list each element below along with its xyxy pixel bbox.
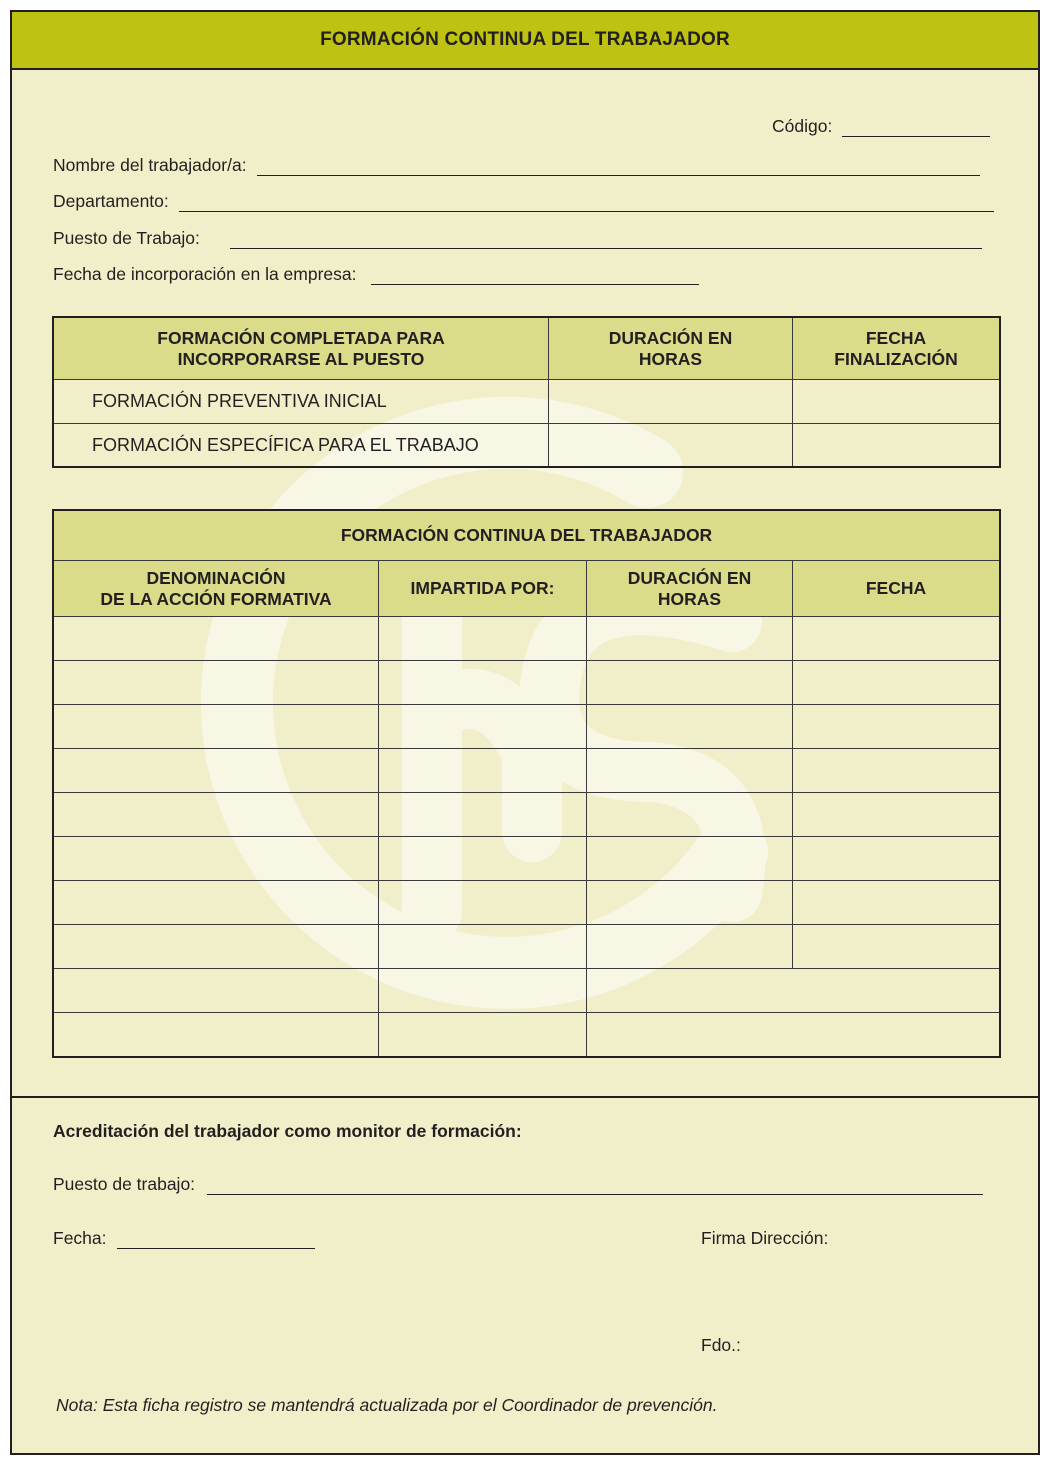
initial-training-table (53, 317, 1000, 467)
cell[interactable] (587, 793, 793, 837)
table-row (54, 617, 1000, 661)
continuous-training-title: FORMACIÓN CONTINUA DEL TRABAJADOR (54, 511, 1000, 561)
cell[interactable] (379, 925, 587, 969)
fecha-incorporacion-field[interactable] (53, 264, 699, 285)
header-fecha-finalizacion: FECHA FINALIZACIÓN (793, 318, 1000, 380)
cell[interactable] (587, 925, 793, 969)
cell[interactable] (587, 617, 793, 661)
departamento-label: Departamento: (53, 191, 169, 211)
table-row (54, 837, 1000, 881)
cell[interactable] (587, 837, 793, 881)
cell[interactable] (793, 749, 1000, 793)
accreditation-puesto-field[interactable] (53, 1174, 983, 1195)
accreditation-fecha-line[interactable] (117, 1234, 315, 1249)
cell[interactable] (54, 881, 379, 925)
cell[interactable] (793, 661, 1000, 705)
cell[interactable] (587, 969, 1000, 1013)
cell[interactable] (587, 1013, 1000, 1057)
nombre-label: Nombre del trabajador/a: (53, 155, 247, 175)
table-row (54, 661, 1000, 705)
cell[interactable] (587, 705, 793, 749)
footer-note: Nota: Esta ficha registro se mantendrá actualizada por el Coordinador de prevención. (56, 1395, 718, 1415)
accreditation-puesto-line[interactable] (207, 1180, 983, 1195)
cell[interactable] (54, 969, 379, 1013)
cell[interactable] (587, 749, 793, 793)
cell-preventiva-duracion[interactable] (549, 380, 793, 424)
cell[interactable] (54, 925, 379, 969)
cell[interactable] (587, 881, 793, 925)
cell[interactable] (793, 925, 1000, 969)
accreditation-fecha-label: Fecha: (53, 1228, 107, 1248)
cell[interactable] (379, 617, 587, 661)
accreditation-fecha-field[interactable] (53, 1228, 315, 1249)
cell[interactable] (587, 661, 793, 705)
table-row (54, 969, 1000, 1013)
cell[interactable] (379, 969, 587, 1013)
cell-preventiva-fecha[interactable] (793, 380, 1000, 424)
departamento-field[interactable] (53, 191, 994, 212)
form-title: FORMACIÓN CONTINUA DEL TRABAJADOR (12, 12, 1038, 70)
table-row (54, 793, 1000, 837)
departamento-line[interactable] (179, 197, 994, 212)
cell[interactable] (54, 1013, 379, 1057)
table-row (54, 749, 1000, 793)
header-impartida-por: IMPARTIDA POR: (379, 561, 587, 617)
table-row (54, 705, 1000, 749)
table-row (54, 1013, 1000, 1057)
cell-especifica-fecha[interactable] (793, 424, 1000, 467)
codigo-label: Código: (772, 116, 833, 136)
cell[interactable] (793, 837, 1000, 881)
cell[interactable] (54, 749, 379, 793)
cell[interactable] (793, 881, 1000, 925)
puesto-label: Puesto de Trabajo: (53, 228, 200, 248)
cell[interactable] (54, 705, 379, 749)
row-preventiva-inicial-label: FORMACIÓN PREVENTIVA INICIAL (54, 380, 549, 424)
cell[interactable] (379, 793, 587, 837)
accreditation-title: Acreditación del trabajador como monitor de formación: (53, 1121, 522, 1141)
row-especifica-trabajo-label: FORMACIÓN ESPECÍFICA PARA EL TRABAJO (54, 424, 549, 467)
puesto-line[interactable] (230, 234, 982, 249)
table-row (54, 881, 1000, 925)
section-divider (12, 1096, 1040, 1098)
header-duracion: DURACIÓN EN HORAS (587, 561, 793, 617)
cell[interactable] (793, 705, 1000, 749)
cell[interactable] (54, 617, 379, 661)
continuous-training-table (53, 510, 1000, 1057)
cell[interactable] (793, 793, 1000, 837)
training-record-form (10, 10, 1040, 1455)
codigo-line[interactable] (842, 122, 990, 137)
cell[interactable] (793, 617, 1000, 661)
cell[interactable] (54, 837, 379, 881)
cell[interactable] (379, 881, 587, 925)
nombre-field[interactable] (53, 155, 980, 176)
cell[interactable] (54, 793, 379, 837)
codigo-field[interactable] (772, 116, 990, 137)
cell[interactable] (379, 705, 587, 749)
cell[interactable] (379, 661, 587, 705)
firma-direccion-label: Firma Dirección: (701, 1228, 829, 1248)
fdo-label: Fdo.: (701, 1335, 741, 1355)
accreditation-puesto-label: Puesto de trabajo: (53, 1174, 196, 1194)
cell-especifica-duracion[interactable] (549, 424, 793, 467)
puesto-field[interactable] (53, 228, 982, 249)
fecha-incorporacion-label: Fecha de incorporación en la empresa: (53, 264, 357, 284)
cell[interactable] (379, 1013, 587, 1057)
header-fecha: FECHA (793, 561, 1000, 617)
header-formacion-completada: FORMACIÓN COMPLETADA PARA INCORPORARSE AL PUESTO (54, 318, 549, 380)
header-denominacion: DENOMINACIÓN DE LA ACCIÓN FORMATIVA (54, 561, 379, 617)
table-row (54, 925, 1000, 969)
fecha-incorporacion-line[interactable] (371, 270, 699, 285)
header-duracion-horas: DURACIÓN EN HORAS (549, 318, 793, 380)
cell[interactable] (379, 837, 587, 881)
cell[interactable] (54, 661, 379, 705)
nombre-line[interactable] (257, 161, 980, 176)
cell[interactable] (379, 749, 587, 793)
